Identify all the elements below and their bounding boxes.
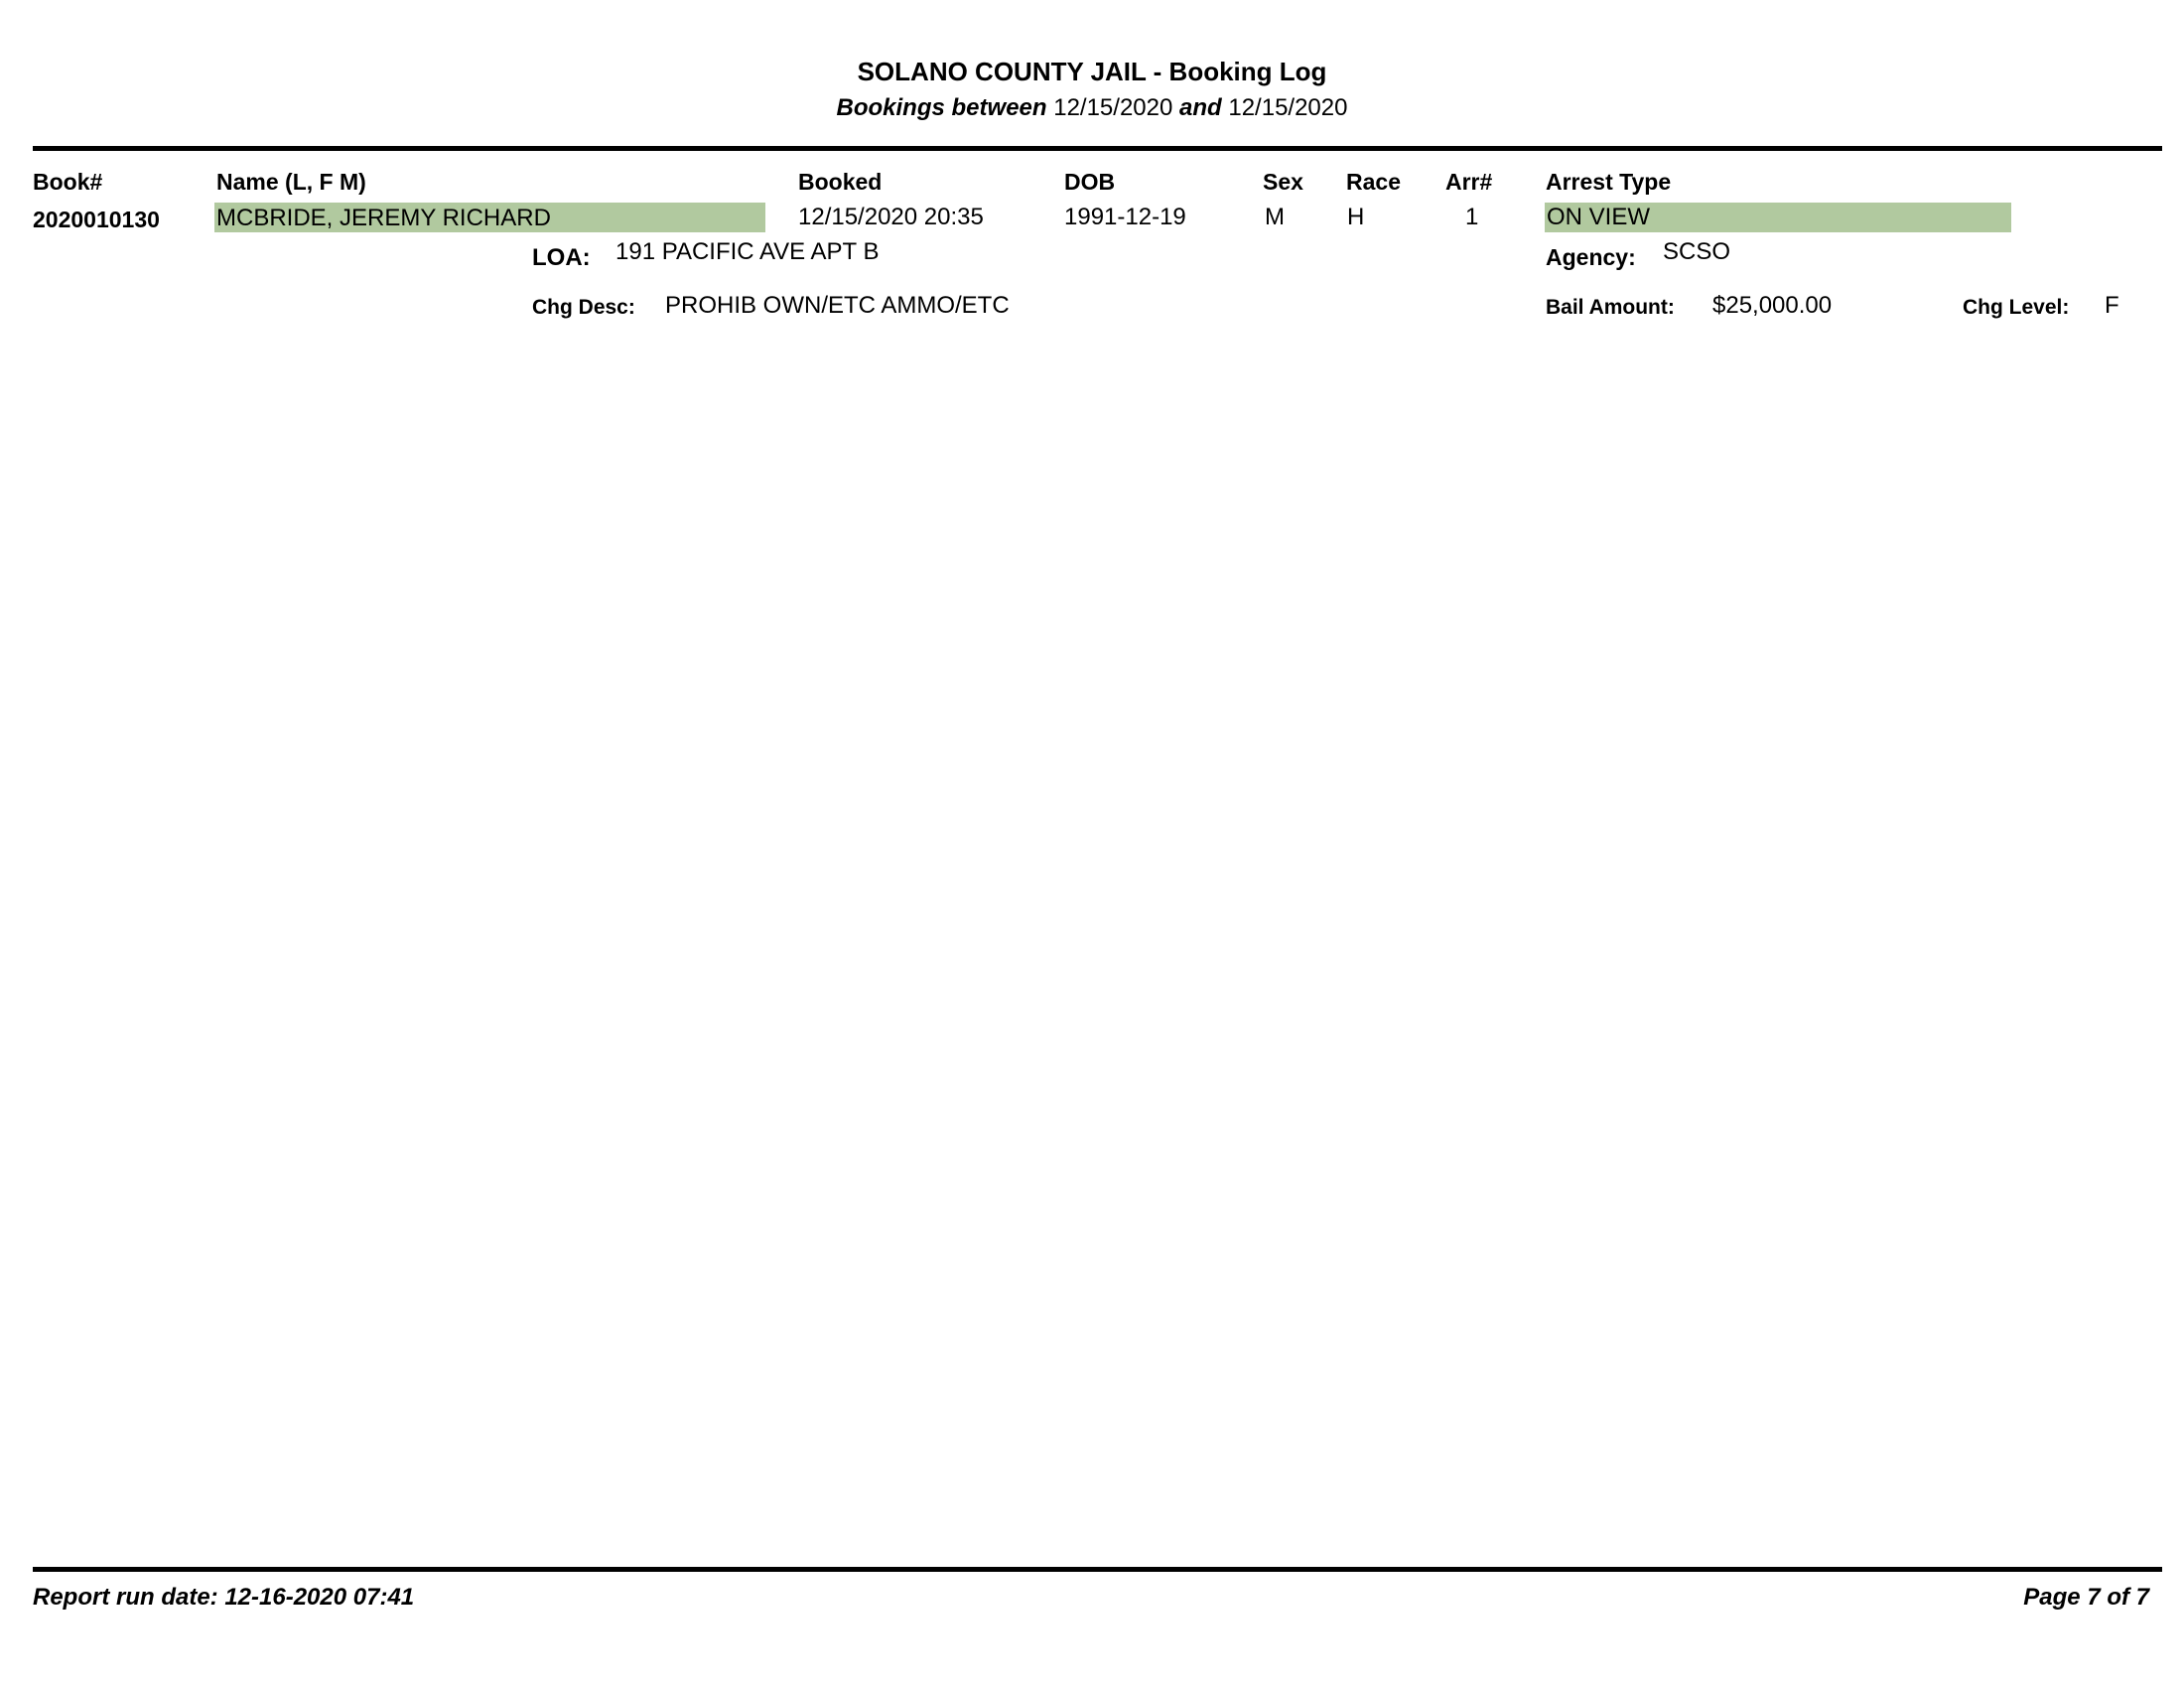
col-book: Book#: [33, 169, 103, 195]
loa-label: LOA:: [532, 244, 591, 271]
loa-value: 191 PACIFIC AVE APT B: [615, 238, 880, 265]
book-number: 2020010130: [33, 207, 160, 232]
booked-datetime: 12/15/2020 20:35: [798, 204, 984, 230]
chg-level-label: Chg Level:: [1963, 296, 2070, 319]
subtitle-and: and: [1179, 94, 1222, 121]
race-value: H: [1347, 204, 1365, 230]
col-race: Race: [1346, 169, 1401, 195]
chg-level-value: F: [2105, 292, 2119, 319]
date-to: 12/15/2020: [1228, 94, 1348, 121]
chg-desc-label: Chg Desc:: [532, 296, 635, 319]
sex-value: M: [1265, 204, 1285, 230]
page-number: Page 7 of 7: [2023, 1584, 2149, 1611]
report-run-date: Report run date: 12-16-2020 07:41: [33, 1584, 415, 1611]
arr-value: 1: [1465, 204, 1479, 230]
col-dob: DOB: [1064, 169, 1116, 195]
col-booked: Booked: [798, 169, 883, 195]
agency-label: Agency:: [1546, 244, 1636, 270]
inmate-name: MCBRIDE, JEREMY RICHARD: [214, 203, 765, 232]
arrest-type-value: ON VIEW: [1545, 203, 2011, 232]
report-title: SOLANO COUNTY JAIL - Booking Log: [857, 57, 1327, 86]
report-subtitle: [0, 94, 2184, 122]
col-arrest-type: Arrest Type: [1546, 169, 1672, 195]
col-arr: Arr#: [1445, 169, 1493, 195]
date-from: 12/15/2020: [1053, 94, 1173, 121]
header-rule: [33, 146, 2162, 151]
dob-value: 1991-12-19: [1064, 204, 1186, 230]
chg-desc-value: PROHIB OWN/ETC AMMO/ETC: [665, 292, 1010, 319]
col-sex: Sex: [1263, 169, 1303, 195]
bail-amount-label: Bail Amount:: [1546, 296, 1675, 319]
subtitle-prefix: Bookings between: [836, 94, 1047, 121]
agency-value: SCSO: [1663, 238, 1731, 265]
footer-rule: [33, 1567, 2162, 1572]
bail-amount-value: $25,000.00: [1712, 292, 1833, 319]
col-name: Name (L, F M): [216, 169, 366, 195]
